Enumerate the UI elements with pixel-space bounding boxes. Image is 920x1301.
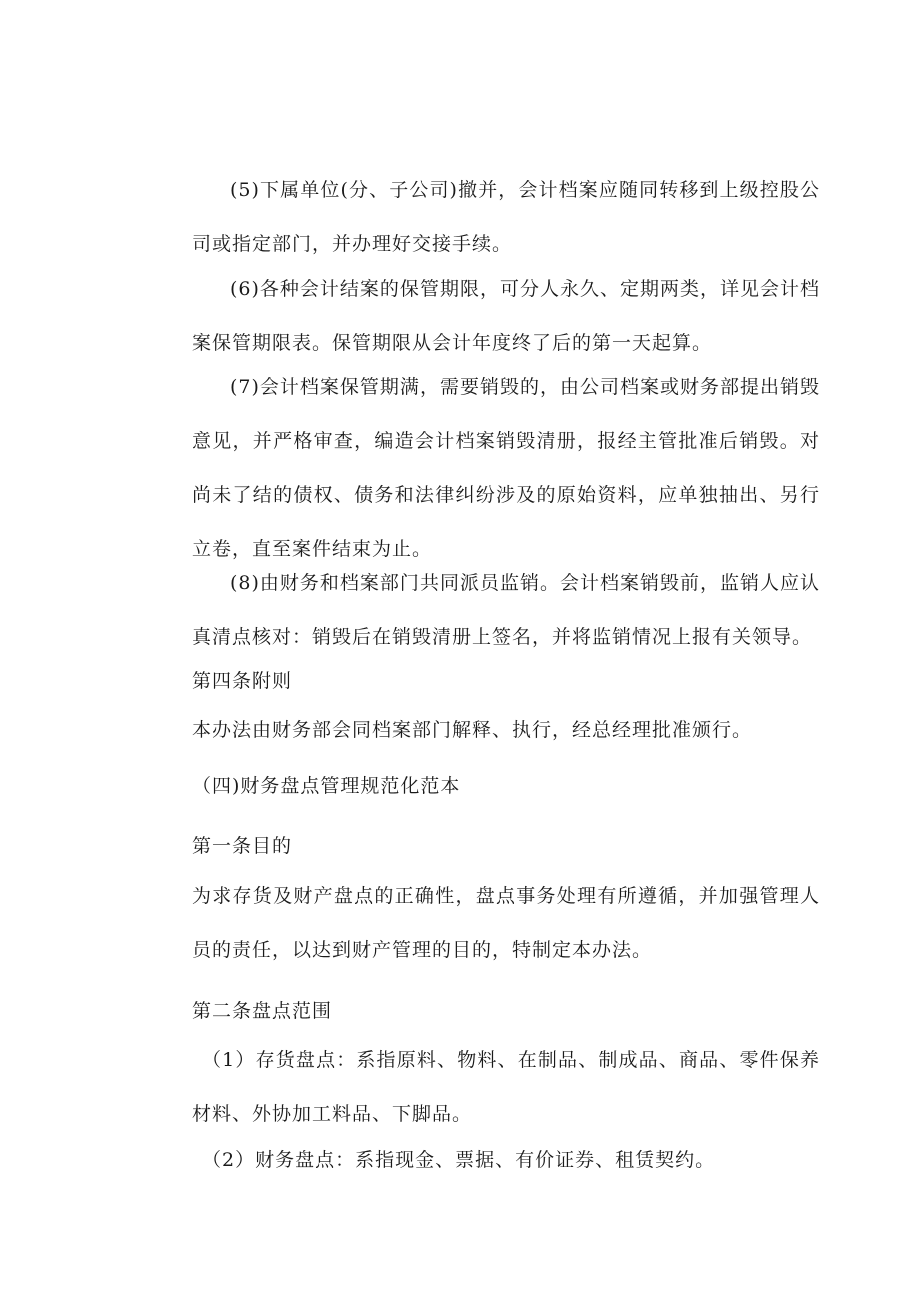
section-heading-article-2: 第二条盘点范围 bbox=[192, 1000, 333, 1022]
paragraph-item-8: (8)由财务和档案部门共同派员监销。会计档案销毁前，监销人应认真清点核对：销毁后在销毁清册上签名，并将监销情况上报有关领导。 bbox=[192, 572, 820, 648]
paragraph-item-6: (6)各种会计结案的保管期限，可分人永久、定期两类，详见会计档案保管期限表。保管期限从会计年度终了后的第一天起算。 bbox=[192, 278, 820, 354]
section-heading-article-1: 第一条目的 bbox=[192, 835, 293, 857]
paragraph-purpose: 为求存货及财产盘点的正确性，盘点事务处理有所遵循，并加强管理人员的责任，以达到财产管理的目的，特制定本办法。 bbox=[192, 885, 820, 961]
paragraph-inventory-scope: （1）存货盘点：系指原料、物料、在制品、制成品、商品、零件保养材料、外协加工料品、下脚品。 bbox=[192, 1049, 820, 1125]
paragraph-item-7: (7)会计档案保管期满，需要销毁的，由公司档案或财务部提出销毁意见，并严格审查，编造会计档案销毁清册，报经主管批准后销毁。对尚未了结的债权、债务和法律纠纷涉及的原始资料，应单独抽出、另行立卷，直至案件结束为止。 bbox=[192, 376, 820, 560]
paragraph-appendix: 本办法由财务部会同档案部门解释、执行，经总经理批准颁行。 bbox=[192, 719, 753, 741]
section-title-inventory-standard: （四)财务盘点管理规范化范本 bbox=[192, 775, 461, 797]
paragraph-item-5: (5)下属单位(分、子公司)撤并，会计档案应随同转移到上级控股公司或指定部门，并办理好交接手续。 bbox=[192, 179, 820, 255]
section-heading-article-4: 第四条附则 bbox=[192, 670, 293, 692]
paragraph-financial-scope: （2）财务盘点：系指现金、票据、有价证券、租赁契约。 bbox=[202, 1149, 716, 1171]
